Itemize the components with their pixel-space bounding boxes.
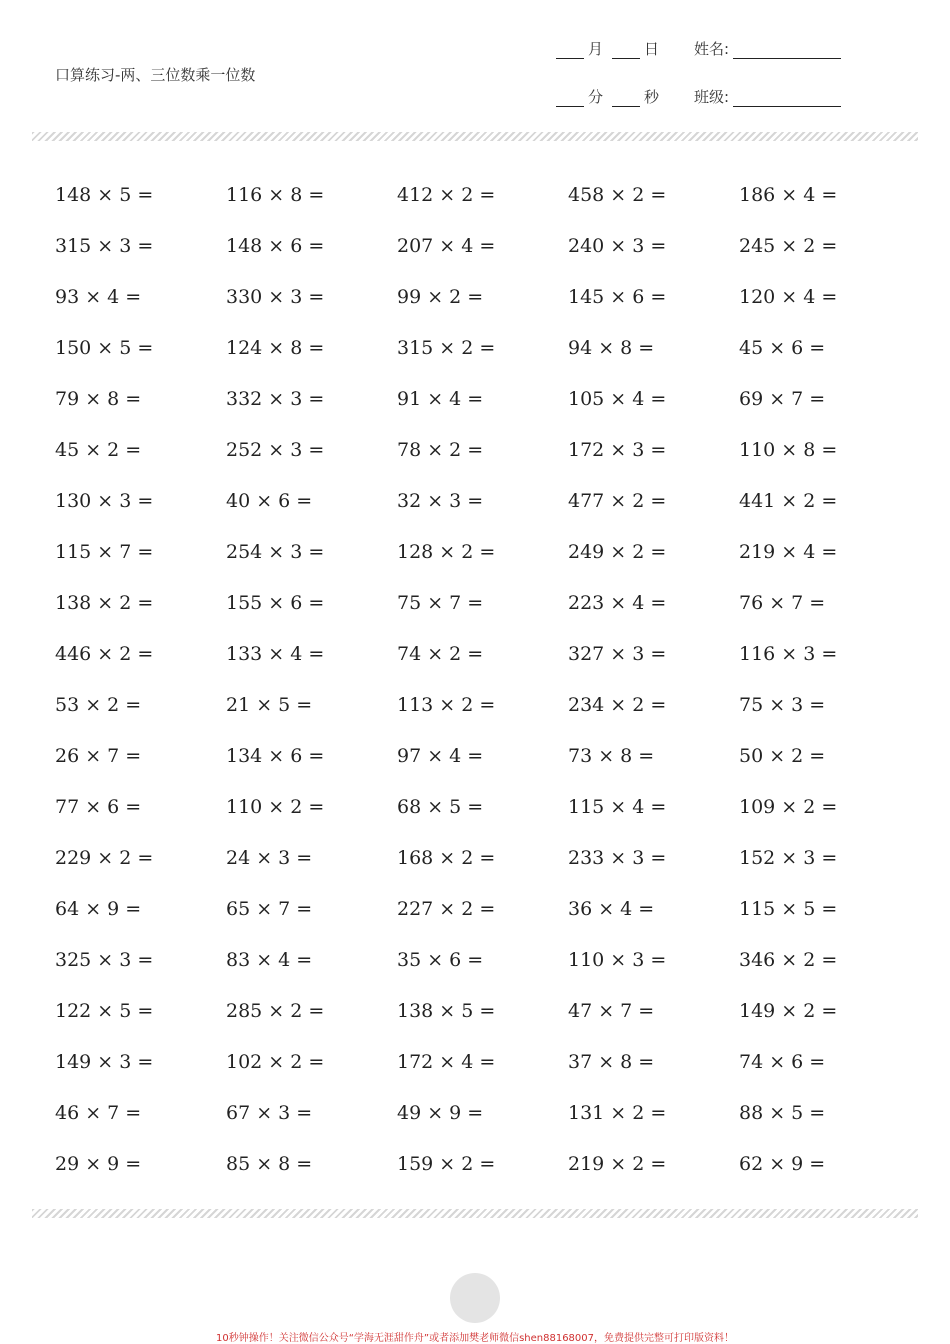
second-blank[interactable]: [612, 92, 640, 107]
problem-item: 113 × 2 =: [397, 694, 496, 716]
problem-item: 75 × 7 =: [397, 592, 484, 614]
problem-item: 138 × 5 =: [397, 1000, 496, 1022]
problem-item: 245 × 2 =: [739, 235, 838, 257]
problem-item: 76 × 7 =: [739, 592, 826, 614]
problem-item: 88 × 5 =: [739, 1102, 826, 1124]
problem-item: 93 × 4 =: [55, 286, 142, 308]
problem-item: 110 × 8 =: [739, 439, 838, 461]
problem-item: 172 × 3 =: [568, 439, 667, 461]
problem-item: 29 × 9 =: [55, 1153, 142, 1175]
page-marker: [450, 1273, 500, 1323]
problem-item: 122 × 5 =: [55, 1000, 154, 1022]
problem-item: 240 × 3 =: [568, 235, 667, 257]
problem-item: 145 × 6 =: [568, 286, 667, 308]
problem-item: 45 × 6 =: [739, 337, 826, 359]
problem-item: 128 × 2 =: [397, 541, 496, 563]
time-row: [556, 86, 841, 110]
top-divider: [32, 132, 918, 141]
problem-item: 110 × 3 =: [568, 949, 667, 971]
problem-item: 446 × 2 =: [55, 643, 154, 665]
problem-item: 37 × 8 =: [568, 1051, 655, 1073]
problem-item: 116 × 8 =: [226, 184, 325, 206]
problem-item: 219 × 2 =: [568, 1153, 667, 1175]
problem-item: 74 × 6 =: [739, 1051, 826, 1073]
name-field[interactable]: [733, 44, 841, 59]
problem-item: 477 × 2 =: [568, 490, 667, 512]
second-label: 秒: [644, 88, 660, 106]
problem-item: 109 × 2 =: [739, 796, 838, 818]
problem-item: 73 × 8 =: [568, 745, 655, 767]
worksheet-title: 口算练习-两、三位数乘一位数: [55, 66, 256, 84]
problem-item: 110 × 2 =: [226, 796, 325, 818]
class-label: 班级:: [694, 88, 730, 106]
problem-item: 332 × 3 =: [226, 388, 325, 410]
problem-item: 412 × 2 =: [397, 184, 496, 206]
problem-item: 32 × 3 =: [397, 490, 484, 512]
date-row: [556, 38, 841, 62]
problem-item: 53 × 2 =: [55, 694, 142, 716]
problem-item: 120 × 4 =: [739, 286, 838, 308]
problem-item: 75 × 3 =: [739, 694, 826, 716]
month-blank[interactable]: [556, 44, 584, 59]
month-label: 月: [588, 40, 604, 58]
problem-item: 35 × 6 =: [397, 949, 484, 971]
problem-item: 223 × 4 =: [568, 592, 667, 614]
minute-label: 分: [588, 88, 604, 106]
problem-item: 186 × 4 =: [739, 184, 838, 206]
problem-item: 229 × 2 =: [55, 847, 154, 869]
problem-item: 441 × 2 =: [739, 490, 838, 512]
problem-item: 207 × 4 =: [397, 235, 496, 257]
problem-item: 138 × 2 =: [55, 592, 154, 614]
day-blank[interactable]: [612, 44, 640, 59]
problem-grid: [55, 177, 915, 1197]
problem-item: 91 × 4 =: [397, 388, 484, 410]
problem-item: 330 × 3 =: [226, 286, 325, 308]
problem-item: 102 × 2 =: [226, 1051, 325, 1073]
problem-item: 346 × 2 =: [739, 949, 838, 971]
problem-item: 131 × 2 =: [568, 1102, 667, 1124]
problem-item: 233 × 3 =: [568, 847, 667, 869]
problem-item: 97 × 4 =: [397, 745, 484, 767]
problem-item: 68 × 5 =: [397, 796, 484, 818]
problem-item: 46 × 7 =: [55, 1102, 142, 1124]
problem-item: 149 × 3 =: [55, 1051, 154, 1073]
problem-item: 252 × 3 =: [226, 439, 325, 461]
problem-item: 50 × 2 =: [739, 745, 826, 767]
problem-item: 325 × 3 =: [55, 949, 154, 971]
problem-item: 115 × 4 =: [568, 796, 667, 818]
problem-item: 94 × 8 =: [568, 337, 655, 359]
problem-item: 315 × 3 =: [55, 235, 154, 257]
problem-item: 24 × 3 =: [226, 847, 313, 869]
problem-item: 149 × 2 =: [739, 1000, 838, 1022]
problem-item: 36 × 4 =: [568, 898, 655, 920]
problem-item: 69 × 7 =: [739, 388, 826, 410]
problem-item: 83 × 4 =: [226, 949, 313, 971]
problem-item: 74 × 2 =: [397, 643, 484, 665]
problem-item: 249 × 2 =: [568, 541, 667, 563]
problem-item: 148 × 5 =: [55, 184, 154, 206]
problem-item: 45 × 2 =: [55, 439, 142, 461]
problem-item: 105 × 4 =: [568, 388, 667, 410]
minute-blank[interactable]: [556, 92, 584, 107]
problem-item: 67 × 3 =: [226, 1102, 313, 1124]
problem-item: 99 × 2 =: [397, 286, 484, 308]
problem-item: 134 × 6 =: [226, 745, 325, 767]
problem-item: 47 × 7 =: [568, 1000, 655, 1022]
problem-item: 78 × 2 =: [397, 439, 484, 461]
problem-item: 85 × 8 =: [226, 1153, 313, 1175]
problem-item: 152 × 3 =: [739, 847, 838, 869]
problem-item: 49 × 9 =: [397, 1102, 484, 1124]
bottom-divider: [32, 1209, 918, 1218]
problem-item: 458 × 2 =: [568, 184, 667, 206]
problem-item: 172 × 4 =: [397, 1051, 496, 1073]
problem-item: 315 × 2 =: [397, 337, 496, 359]
problem-item: 219 × 4 =: [739, 541, 838, 563]
problem-item: 327 × 3 =: [568, 643, 667, 665]
problem-item: 285 × 2 =: [226, 1000, 325, 1022]
problem-item: 227 × 2 =: [397, 898, 496, 920]
class-field[interactable]: [733, 92, 841, 107]
problem-item: 254 × 3 =: [226, 541, 325, 563]
problem-item: 130 × 3 =: [55, 490, 154, 512]
problem-item: 65 × 7 =: [226, 898, 313, 920]
problem-item: 124 × 8 =: [226, 337, 325, 359]
problem-item: 168 × 2 =: [397, 847, 496, 869]
problem-item: 150 × 5 =: [55, 337, 154, 359]
problem-item: 234 × 2 =: [568, 694, 667, 716]
problem-item: 116 × 3 =: [739, 643, 838, 665]
day-label: 日: [644, 40, 660, 58]
name-label: 姓名:: [694, 40, 730, 58]
footer-notice: 10秒钟操作！关注微信公众号“学海无涯甜作舟”或者添加樊老师微信shen88168007，免费提供完整可打印版资料！: [215, 1333, 735, 1344]
problem-item: 62 × 9 =: [739, 1153, 826, 1175]
problem-item: 133 × 4 =: [226, 643, 325, 665]
problem-item: 115 × 5 =: [739, 898, 838, 920]
problem-item: 115 × 7 =: [55, 541, 154, 563]
problem-item: 26 × 7 =: [55, 745, 142, 767]
problem-item: 21 × 5 =: [226, 694, 313, 716]
problem-item: 159 × 2 =: [397, 1153, 496, 1175]
problem-item: 77 × 6 =: [55, 796, 142, 818]
problem-item: 148 × 6 =: [226, 235, 325, 257]
problem-item: 40 × 6 =: [226, 490, 313, 512]
problem-item: 79 × 8 =: [55, 388, 142, 410]
problem-item: 64 × 9 =: [55, 898, 142, 920]
problem-item: 155 × 6 =: [226, 592, 325, 614]
